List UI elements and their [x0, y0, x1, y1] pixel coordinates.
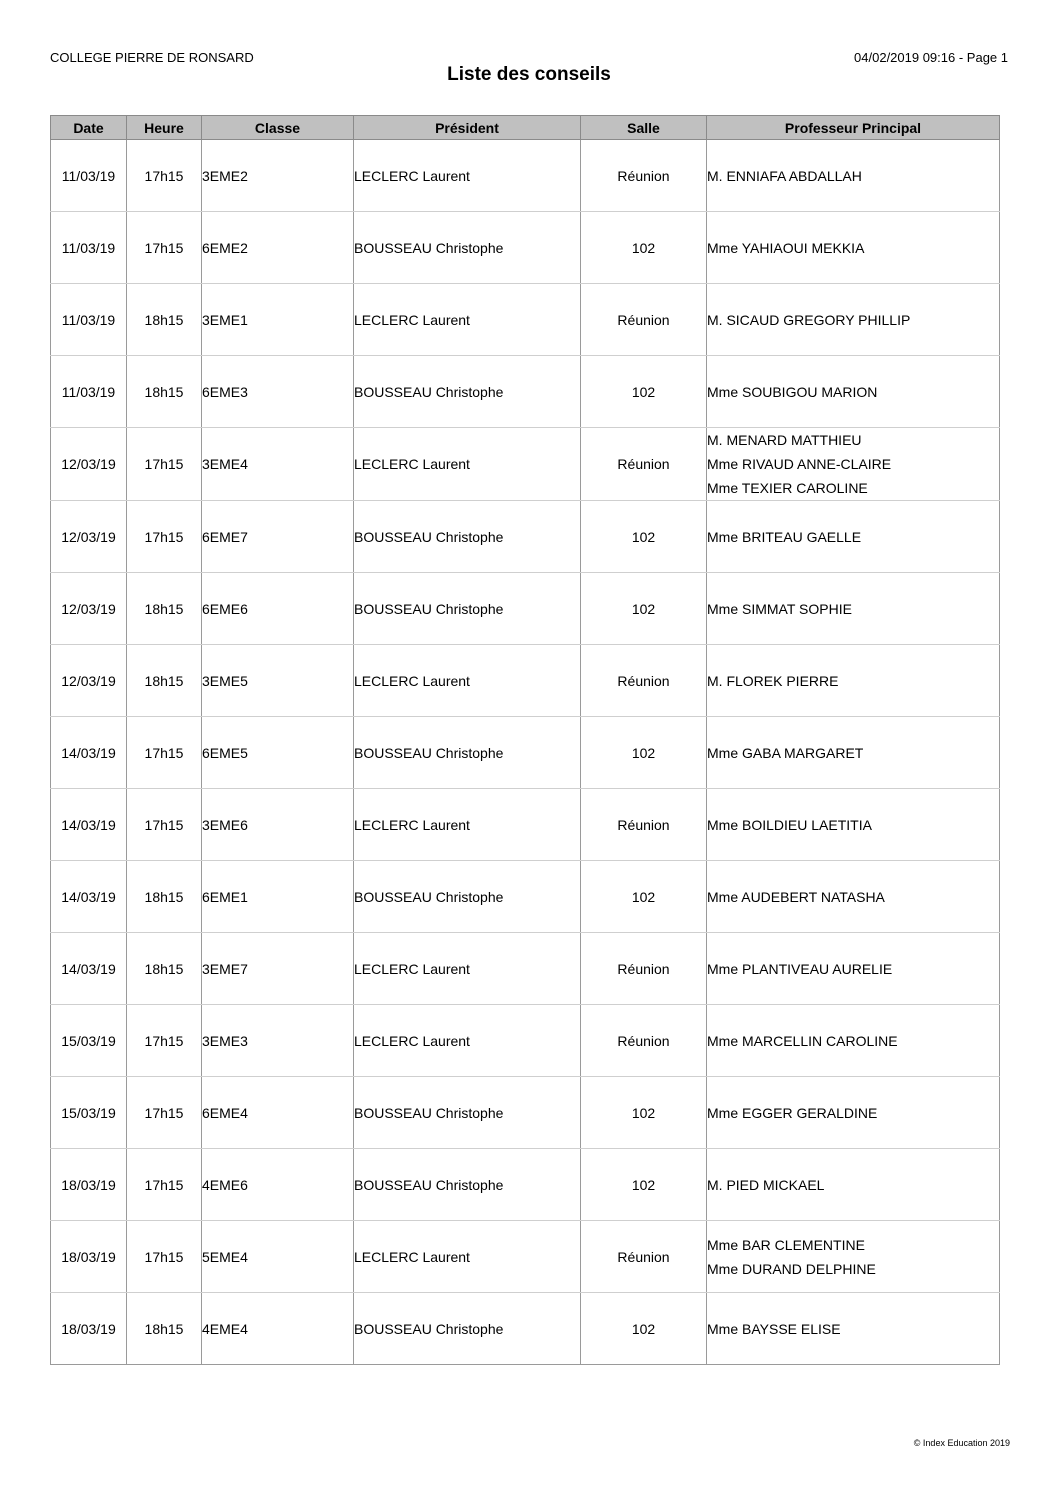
cell-classe: 6EME3 — [202, 356, 354, 428]
cell-date: 14/03/19 — [51, 717, 127, 789]
table-row — [51, 933, 1000, 1005]
professeur-name: Mme SIMMAT SOPHIE — [707, 600, 852, 617]
professeur-name: M. MENARD MATTHIEU — [707, 432, 862, 448]
cell-date: 12/03/19 — [51, 645, 127, 717]
page-title: Liste des conseils — [447, 64, 611, 85]
cell-professeur-principal — [707, 573, 1000, 645]
table-row — [51, 284, 1000, 356]
cell-date: 14/03/19 — [51, 789, 127, 861]
cell-classe: 4EME4 — [202, 1293, 354, 1365]
cell-date: 18/03/19 — [51, 1149, 127, 1221]
professeur-name: M. SICAUD GREGORY PHILLIP — [707, 311, 911, 328]
cell-professeur-principal — [707, 1293, 1000, 1365]
cell-professeur-principal — [707, 645, 1000, 717]
print-timestamp: 04/02/2019 09:16 - Page 1 — [854, 50, 1008, 65]
cell-professeur-principal — [707, 284, 1000, 356]
cell-salle: Réunion — [581, 140, 707, 212]
professeur-name: Mme GABA MARGARET — [707, 744, 864, 761]
cell-heure: 18h15 — [127, 1293, 202, 1365]
cell-president: BOUSSEAU Christophe — [354, 717, 581, 789]
cell-date: 12/03/19 — [51, 428, 127, 501]
cell-classe: 5EME4 — [202, 1221, 354, 1293]
cell-salle: 102 — [581, 717, 707, 789]
cell-date: 11/03/19 — [51, 284, 127, 356]
cell-professeur-principal — [707, 1005, 1000, 1077]
cell-heure: 17h15 — [127, 1221, 202, 1293]
cell-president: BOUSSEAU Christophe — [354, 356, 581, 428]
cell-president: LECLERC Laurent — [354, 645, 581, 717]
cell-classe: 3EME5 — [202, 645, 354, 717]
table-row — [51, 1293, 1000, 1365]
cell-heure: 18h15 — [127, 933, 202, 1005]
cell-heure: 17h15 — [127, 1077, 202, 1149]
cell-salle: Réunion — [581, 645, 707, 717]
professeur-name: Mme SOUBIGOU MARION — [707, 383, 878, 400]
cell-heure: 17h15 — [127, 428, 202, 501]
cell-classe: 3EME1 — [202, 284, 354, 356]
cell-professeur-principal — [707, 1221, 1000, 1293]
table-row — [51, 140, 1000, 212]
cell-date: 11/03/19 — [51, 140, 127, 212]
table-row — [51, 645, 1000, 717]
professeur-name: Mme AUDEBERT NATASHA — [707, 888, 885, 905]
cell-salle: Réunion — [581, 933, 707, 1005]
cell-classe: 6EME2 — [202, 212, 354, 284]
cell-president: LECLERC Laurent — [354, 933, 581, 1005]
cell-president: BOUSSEAU Christophe — [354, 573, 581, 645]
cell-president: BOUSSEAU Christophe — [354, 1077, 581, 1149]
cell-president: BOUSSEAU Christophe — [354, 1293, 581, 1365]
column-header-heure: Heure — [127, 116, 202, 140]
cell-date: 15/03/19 — [51, 1005, 127, 1077]
cell-classe: 3EME4 — [202, 428, 354, 501]
professeur-name: Mme DURAND DELPHINE — [707, 1260, 876, 1277]
table-row — [51, 1221, 1000, 1293]
cell-heure: 17h15 — [127, 501, 202, 573]
cell-date: 18/03/19 — [51, 1293, 127, 1365]
cell-president: LECLERC Laurent — [354, 1221, 581, 1293]
column-header-date: Date — [51, 116, 127, 140]
school-name: COLLEGE PIERRE DE RONSARD — [50, 50, 254, 65]
cell-professeur-principal — [707, 428, 1000, 501]
cell-heure: 18h15 — [127, 284, 202, 356]
cell-classe: 6EME6 — [202, 573, 354, 645]
professeur-name: Mme BAR CLEMENTINE — [707, 1236, 865, 1253]
professeur-name: Mme BOILDIEU LAETITIA — [707, 816, 872, 833]
cell-professeur-principal — [707, 140, 1000, 212]
cell-classe: 4EME6 — [202, 1149, 354, 1221]
table-row — [51, 789, 1000, 861]
professeur-name: Mme MARCELLIN CAROLINE — [707, 1032, 898, 1049]
table-row — [51, 1077, 1000, 1149]
cell-date: 12/03/19 — [51, 501, 127, 573]
professeur-name: Mme TEXIER CAROLINE — [707, 480, 868, 496]
cell-professeur-principal — [707, 789, 1000, 861]
professeur-name: M. FLOREK PIERRE — [707, 672, 839, 689]
cell-professeur-principal — [707, 212, 1000, 284]
table-row — [51, 573, 1000, 645]
professeur-name: Mme YAHIAOUI MEKKIA — [707, 239, 865, 256]
cell-classe: 6EME5 — [202, 717, 354, 789]
table-header-row — [51, 116, 1000, 140]
cell-classe: 6EME7 — [202, 501, 354, 573]
table-row — [51, 428, 1000, 501]
professeur-name: Mme RIVAUD ANNE-CLAIRE — [707, 456, 892, 472]
professeur-name: M. ENNIAFA ABDALLAH — [707, 167, 862, 184]
cell-date: 18/03/19 — [51, 1221, 127, 1293]
table-row — [51, 861, 1000, 933]
cell-salle: 102 — [581, 1149, 707, 1221]
cell-salle: 102 — [581, 1077, 707, 1149]
cell-salle: Réunion — [581, 789, 707, 861]
cell-salle: 102 — [581, 356, 707, 428]
cell-date: 11/03/19 — [51, 356, 127, 428]
cell-classe: 6EME4 — [202, 1077, 354, 1149]
table-row — [51, 1005, 1000, 1077]
cell-professeur-principal — [707, 1077, 1000, 1149]
cell-president: LECLERC Laurent — [354, 789, 581, 861]
cell-professeur-principal — [707, 861, 1000, 933]
cell-heure: 18h15 — [127, 861, 202, 933]
cell-professeur-principal — [707, 717, 1000, 789]
cell-salle: Réunion — [581, 428, 707, 501]
table-row — [51, 356, 1000, 428]
cell-heure: 17h15 — [127, 789, 202, 861]
professeur-name: Mme PLANTIVEAU AURELIE — [707, 960, 893, 977]
cell-salle: Réunion — [581, 1221, 707, 1293]
cell-salle: 102 — [581, 1293, 707, 1365]
cell-date: 15/03/19 — [51, 1077, 127, 1149]
cell-salle: 102 — [581, 212, 707, 284]
table-row — [51, 212, 1000, 284]
cell-professeur-principal — [707, 1149, 1000, 1221]
column-header-salle: Salle — [581, 116, 707, 140]
cell-president: LECLERC Laurent — [354, 428, 581, 501]
column-header-professeur-principal: Professeur Principal — [707, 116, 1000, 140]
cell-classe: 3EME6 — [202, 789, 354, 861]
cell-president: LECLERC Laurent — [354, 140, 581, 212]
table-row — [51, 717, 1000, 789]
cell-classe: 3EME7 — [202, 933, 354, 1005]
cell-president: BOUSSEAU Christophe — [354, 212, 581, 284]
cell-salle: 102 — [581, 861, 707, 933]
cell-heure: 18h15 — [127, 573, 202, 645]
cell-date: 14/03/19 — [51, 861, 127, 933]
cell-heure: 17h15 — [127, 212, 202, 284]
cell-classe: 6EME1 — [202, 861, 354, 933]
cell-salle: 102 — [581, 573, 707, 645]
cell-professeur-principal — [707, 933, 1000, 1005]
copyright-footer: © Index Education 2019 — [913, 1438, 1010, 1448]
cell-president: BOUSSEAU Christophe — [354, 861, 581, 933]
professeur-name: Mme BAYSSE ELISE — [707, 1320, 841, 1337]
cell-heure: 17h15 — [127, 1149, 202, 1221]
cell-date: 11/03/19 — [51, 212, 127, 284]
cell-professeur-principal — [707, 501, 1000, 573]
column-header-president: Président — [354, 116, 581, 140]
cell-date: 14/03/19 — [51, 933, 127, 1005]
professeur-name: M. PIED MICKAEL — [707, 1176, 825, 1193]
cell-president: BOUSSEAU Christophe — [354, 1149, 581, 1221]
cell-classe: 3EME2 — [202, 140, 354, 212]
column-header-classe: Classe — [202, 116, 354, 140]
professeur-name: Mme BRITEAU GAELLE — [707, 528, 862, 545]
cell-salle: Réunion — [581, 1005, 707, 1077]
cell-heure: 18h15 — [127, 645, 202, 717]
cell-salle: 102 — [581, 501, 707, 573]
table-row — [51, 501, 1000, 573]
councils-table — [50, 115, 1000, 1365]
cell-heure: 17h15 — [127, 1005, 202, 1077]
table-row — [51, 1149, 1000, 1221]
cell-heure: 17h15 — [127, 717, 202, 789]
cell-president: LECLERC Laurent — [354, 284, 581, 356]
cell-date: 12/03/19 — [51, 573, 127, 645]
cell-professeur-principal — [707, 356, 1000, 428]
cell-president: BOUSSEAU Christophe — [354, 501, 581, 573]
cell-salle: Réunion — [581, 284, 707, 356]
cell-president: LECLERC Laurent — [354, 1005, 581, 1077]
cell-heure: 18h15 — [127, 356, 202, 428]
cell-classe: 3EME3 — [202, 1005, 354, 1077]
professeur-name: Mme EGGER GERALDINE — [707, 1104, 878, 1121]
cell-heure: 17h15 — [127, 140, 202, 212]
